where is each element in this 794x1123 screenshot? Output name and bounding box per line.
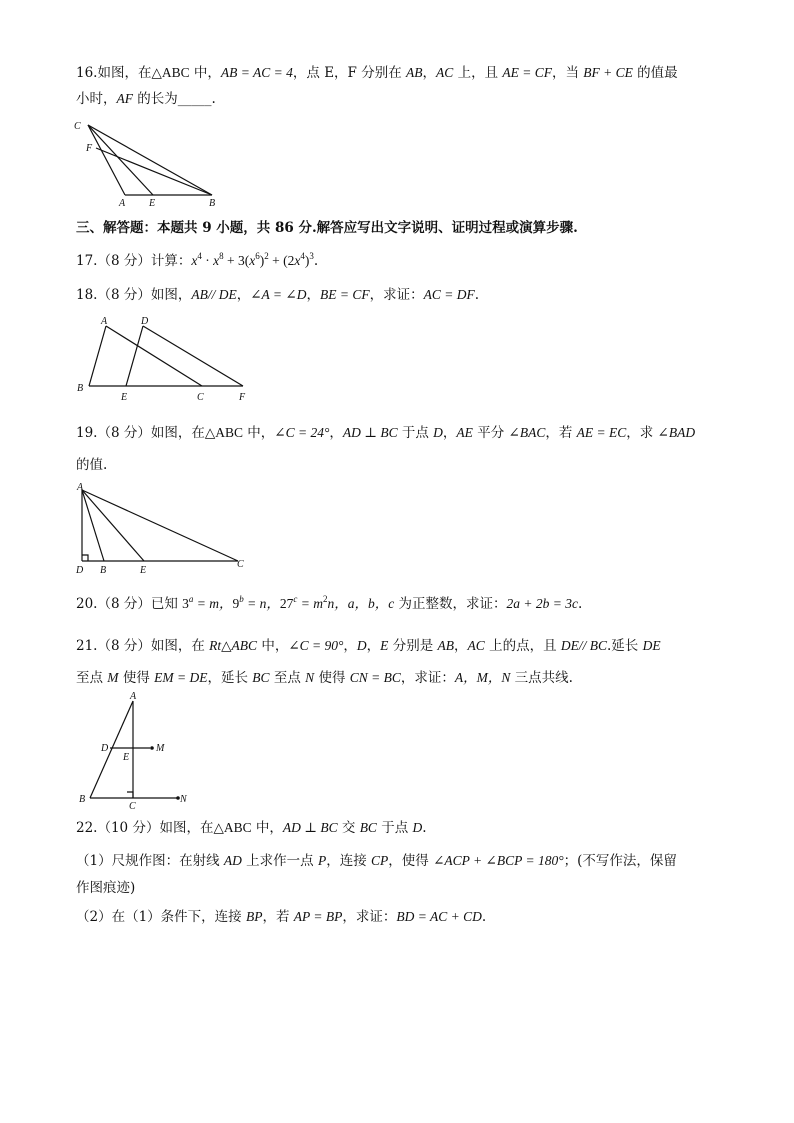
label-E: E xyxy=(123,752,130,763)
label-F: F xyxy=(239,392,246,403)
triangle-abc: △ABC xyxy=(151,65,190,80)
label-E: E xyxy=(149,198,156,209)
figure-q19 xyxy=(72,483,252,575)
q22-part1-line1: （1）尺规作图：在射线 AD 上求作一点 P，连接 CP，使得 ∠ACP + ∠BCP = 180°；(不写作法，保留 xyxy=(76,853,677,869)
label-A: A xyxy=(130,691,137,702)
label-E: E xyxy=(121,392,128,403)
label-B: B xyxy=(100,565,107,576)
label-C: C xyxy=(197,392,204,403)
q20: 20.（8 分）已知 $3^a = m$，$9^b = n$，$27^c = m^2n$，a，b，c 为正整数，求证：2a + 2b = 3c. xyxy=(76,594,583,612)
answer-blank: _____ xyxy=(177,91,212,107)
point-M xyxy=(150,746,154,750)
label-A: A xyxy=(101,316,108,327)
label-D: D xyxy=(141,316,149,327)
q21-line1: 21.（8 分）如图，在 Rt△ABC 中，∠C = 90°，D，E 分别是 AB，AC 上的点，且 DE// BC.延长 DE xyxy=(76,638,661,654)
q16-line2: 小时，AF 的长为_____. xyxy=(76,91,216,107)
label-F: F xyxy=(86,143,93,154)
q17: 17.（8 分）计算：$x^4 \cdot x^8 + 3(x^6)^2 + (2x^4)^3$. xyxy=(76,251,319,269)
q19-line1: 19.（8 分）如图，在△ABC 中，∠C = 24°，AD ⊥ BC 于点 D，AE 平分 ∠BAC，若 AE = EC，求 ∠BAD xyxy=(76,425,696,441)
label-C: C xyxy=(74,121,81,132)
q18: 18.（8 分）如图，AB// DE，∠A = ∠D，BE = CF，求证：AC = DF. xyxy=(76,287,479,303)
q19-line2: 的值. xyxy=(76,457,108,473)
q16-line1: 16.如图，在△ABC 中，AB = AC = 4，点 E，F 分别在 AB，AC 上，且 AE = CF，当 BF + CE 的值最 xyxy=(76,65,678,81)
q22-part1-line2: 作图痕迹) xyxy=(76,880,136,896)
label-D: D xyxy=(101,743,109,754)
label-A: A xyxy=(77,482,84,493)
label-C: C xyxy=(129,801,136,812)
figure-q16 xyxy=(70,115,230,210)
q22: 22.（10 分）如图，在△ABC 中，AD ⊥ BC 交 BC 于点 D. xyxy=(76,820,427,836)
label-M: M xyxy=(156,743,165,754)
label-E: E xyxy=(140,565,147,576)
label-B: B xyxy=(79,794,86,805)
figure-q21 xyxy=(72,693,202,811)
q22-part2: （2）在（1）条件下，连接 BP，若 AP = BP，求证：BD = AC + CD. xyxy=(76,909,487,925)
label-B: B xyxy=(77,383,84,394)
figure-q18 xyxy=(75,314,255,404)
label-A: A xyxy=(119,198,126,209)
label-D: D xyxy=(76,565,84,576)
label-C: C xyxy=(237,559,244,570)
label-B: B xyxy=(209,198,216,209)
section-3-header: 三、解答题：本题共 9 小题，共 86 分.解答应写出文字说明、证明过程或演算步骤. xyxy=(76,220,578,236)
label-N: N xyxy=(180,794,187,805)
q21-line2: 至点 M 使得 EM = DE，延长 BC 至点 N 使得 CN = BC，求证：A，M，N 三点共线. xyxy=(76,670,573,686)
